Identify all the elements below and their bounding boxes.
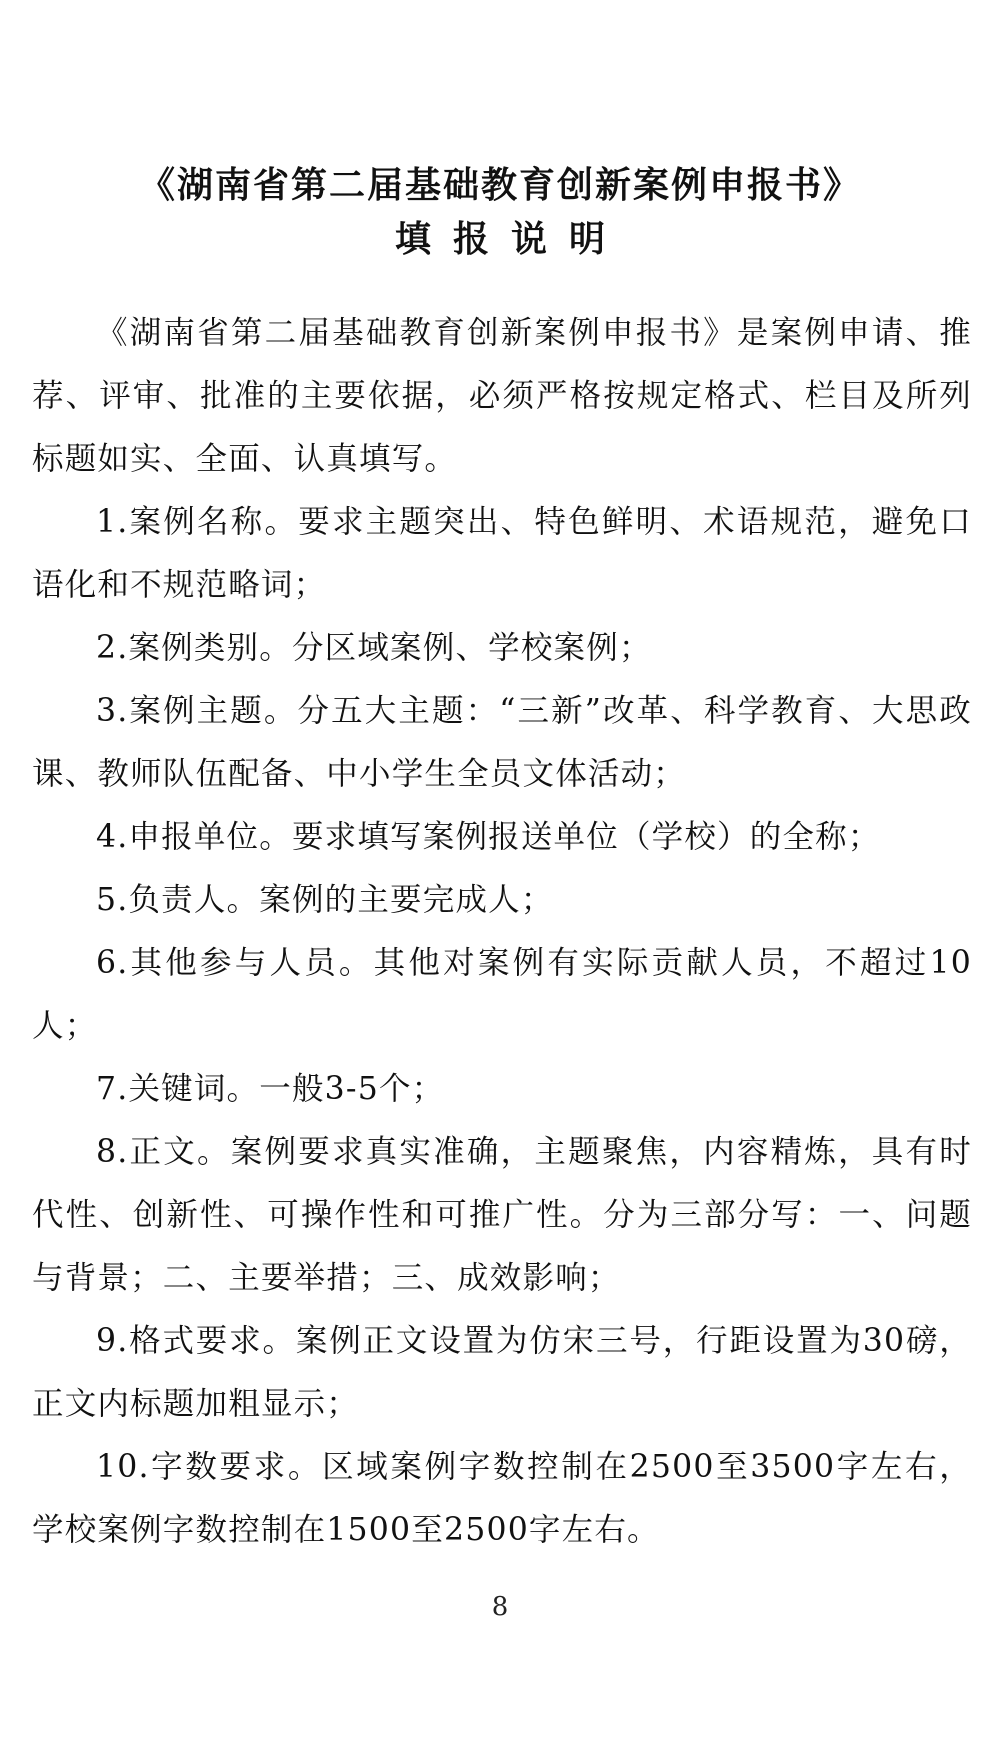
page-number: 8 bbox=[491, 1592, 509, 1622]
document-body bbox=[32, 302, 972, 1562]
item-other-participants: 6.其他参与人员。其他对案例有实际贡献人员，不超过10人； bbox=[32, 945, 972, 1044]
item-case-name: 1.案例名称。要求主题突出、特色鲜明、术语规范，避免口语化和不规范略词； bbox=[32, 504, 972, 603]
title-block bbox=[0, 160, 1000, 268]
item-person-in-charge: 5.负责人。案例的主要完成人； bbox=[96, 882, 554, 918]
document-subtitle: 填报说明 bbox=[394, 219, 627, 260]
item-case-category: 2.案例类别。分区域案例、学校案例； bbox=[96, 630, 652, 666]
item-case-theme: 3.案例主题。分五大主题：“三新”改革、科学教育、大思政课、教师队伍配备、中小学生全员文体活动； bbox=[32, 693, 972, 792]
item-word-count: 10.字数要求。区域案例字数控制在2500至3500字左右，学校案例字数控制在1500至2500字左右。 bbox=[32, 1449, 972, 1548]
item-main-text: 8.正文。案例要求真实准确，主题聚焦，内容精炼，具有时代性、创新性、可操作性和可推广性。分为三部分写：一、问题与背景；二、主要举措；三、成效影响； bbox=[32, 1134, 972, 1296]
document-title: 《湖南省第二届基础教育创新案例申报书》 bbox=[138, 165, 861, 206]
item-keywords: 7.关键词。一般3-5个； bbox=[96, 1071, 445, 1107]
item-applicant-unit: 4.申报单位。要求填写案例报送单位（学校）的全称； bbox=[96, 819, 881, 855]
intro-paragraph: 《湖南省第二届基础教育创新案例申报书》是案例申请、推荐、评审、批准的主要依据，必须严格按规定格式、栏目及所列标题如实、全面、认真填写。 bbox=[32, 315, 972, 477]
item-format-requirements: 9.格式要求。案例正文设置为仿宋三号，行距设置为30磅，正文内标题加粗显示； bbox=[32, 1323, 972, 1422]
